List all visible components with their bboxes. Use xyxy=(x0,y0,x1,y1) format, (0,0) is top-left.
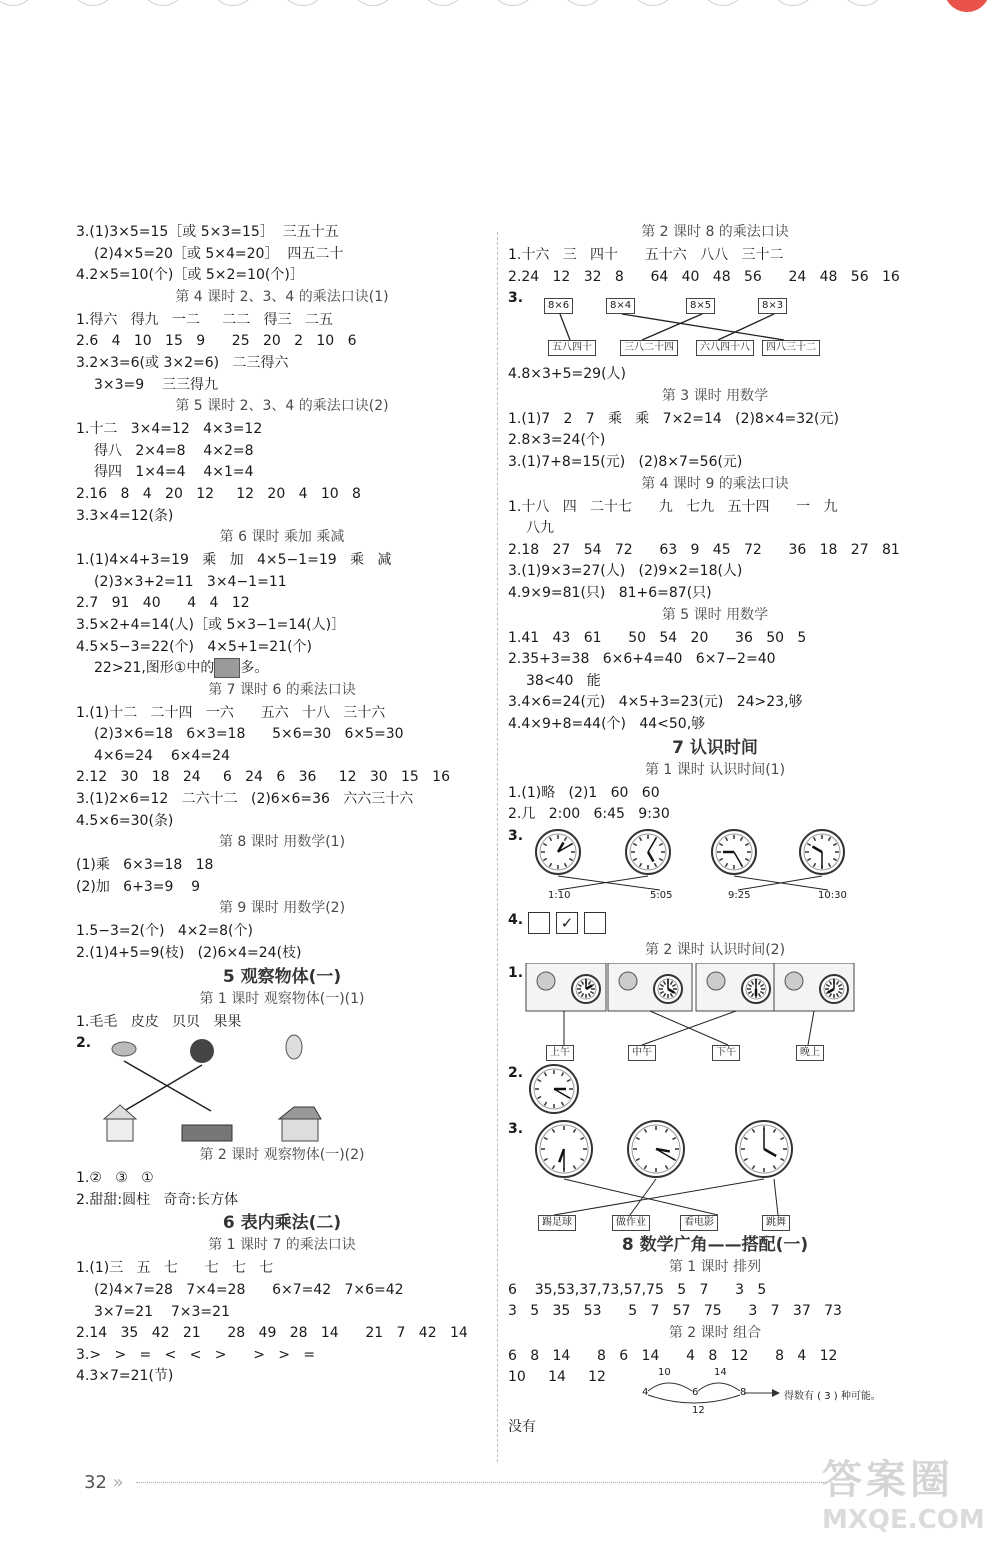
figure-label: 4 xyxy=(642,1387,649,1399)
answer-line: 4.5×6=30(条) xyxy=(76,812,174,829)
answer-line: 2.12 30 18 24 6 24 6 36 12 30 15 16 xyxy=(76,769,450,786)
match-line xyxy=(808,1011,814,1045)
figure-eight-matching xyxy=(508,288,922,364)
figure-label: 晚上 xyxy=(796,1045,824,1061)
figure-label: 8×4 xyxy=(606,298,635,314)
answer-line: 1.(1)4×4+3=19 乘 加 4×5−1=19 乘 减 xyxy=(76,552,392,569)
figure-clock-matching xyxy=(508,826,922,910)
answer-line: 1.(1)7 2 7 乘 乘 7×2=14 (2)8×4=32(元) xyxy=(508,410,839,427)
question-number: 2. xyxy=(76,1035,92,1052)
scallop xyxy=(840,0,886,6)
scallop xyxy=(280,0,326,6)
figure-label: 得数有 ( 3 ) 种可能。 xyxy=(784,1391,881,1403)
figure-label: 三八二十四 xyxy=(620,340,678,356)
answer-line: 4.3×7=21(节) xyxy=(76,1368,174,1385)
lesson-heading: 第 9 课时 用数学(2) xyxy=(218,900,346,917)
unit-heading: 8 数学广角——搭配(一) xyxy=(621,1234,809,1255)
scallop xyxy=(140,0,186,6)
answer-line: 3 5 35 53 5 7 57 75 3 7 37 73 xyxy=(508,1303,842,1320)
answer-line: 得八 2×4=8 4×2=8 xyxy=(94,442,254,459)
answer-line: 4.8×3+5=29(人) xyxy=(508,366,627,383)
checkbox xyxy=(528,912,550,934)
figure-label: 五八四十 xyxy=(548,340,596,356)
house-icon xyxy=(107,1119,133,1141)
answer-line: 1.得六 得九 一二 二二 得三 二五 xyxy=(76,311,334,328)
figure-observe xyxy=(76,1033,488,1145)
rabbit-icon xyxy=(286,1035,302,1059)
answer-line: 1.(1)略 (2)1 60 60 xyxy=(508,784,660,801)
lesson-heading: 第 7 课时 6 的乘法口诀 xyxy=(208,681,356,698)
lesson-heading: 第 1 课时 观察物体(一)(1) xyxy=(199,990,365,1007)
left-column xyxy=(76,222,488,1388)
scallop xyxy=(210,0,256,6)
answer-line: 1.② ③ ① xyxy=(76,1170,154,1187)
match-line xyxy=(630,1179,656,1215)
figure-label: 14 xyxy=(714,1367,727,1379)
scallop xyxy=(70,0,116,6)
match-line xyxy=(124,1065,202,1111)
answer-line: 6 8 14 8 6 14 4 8 12 8 4 12 xyxy=(508,1347,838,1364)
lesson-heading: 第 4 课时 9 的乘法口诀 xyxy=(641,475,789,492)
answer-line: 3.(1)9×3=27(人) (2)9×2=18(人) xyxy=(508,563,743,580)
lesson-heading: 第 2 课时 观察物体(一)(2) xyxy=(199,1147,365,1164)
answer-line: 10 14 12 xyxy=(508,1369,606,1386)
lesson-heading: 第 2 课时 组合 xyxy=(668,1324,762,1341)
answer-line xyxy=(76,658,488,680)
figure-label: 5:05 xyxy=(650,889,673,901)
checkbox-row xyxy=(508,910,922,940)
figure-label: 10 xyxy=(658,1367,671,1379)
answer-line: 2.7 91 40 4 4 12 xyxy=(76,595,250,612)
scallop xyxy=(700,0,746,6)
lesson-heading: 第 5 课时 2、3、4 的乘法口诀(2) xyxy=(175,398,389,415)
question-number: 3. xyxy=(508,827,524,844)
figure-combination xyxy=(508,1367,922,1417)
question-number: 2. xyxy=(508,1064,524,1081)
question-number: 3. xyxy=(508,290,524,307)
arc-line xyxy=(698,1383,740,1391)
answer-line: 2.几 2:00 6:45 9:30 xyxy=(508,806,670,823)
figure-label: 踢足球 xyxy=(538,1215,576,1231)
answer-line: 2.6 4 10 15 9 25 20 2 10 6 xyxy=(76,333,357,350)
checkbox xyxy=(584,912,606,934)
answer-line: 3.(1)2×6=12 二六十二 (2)6×6=36 六六三十六 xyxy=(76,791,414,808)
answer-line: 1.十八 四 二十七 九 七九 五十四 一 九 xyxy=(508,498,838,515)
match-line xyxy=(560,314,570,340)
answer-line: 6 35,53,37,73,57,75 5 7 3 5 xyxy=(508,1281,767,1298)
page-number: 32 » xyxy=(84,1472,124,1493)
figure-single-clock xyxy=(508,1063,922,1119)
lesson-heading: 第 3 课时 用数学 xyxy=(661,387,769,404)
figure-label: 上午 xyxy=(546,1045,574,1061)
scallop xyxy=(770,0,816,6)
figure-label: 下午 xyxy=(712,1045,740,1061)
figure-label: 1:10 xyxy=(548,889,571,901)
gray-square-icon xyxy=(214,658,240,678)
figure-label: 9:25 xyxy=(728,889,751,901)
figure-label: 看电影 xyxy=(680,1215,718,1231)
unit-heading: 5 观察物体(一) xyxy=(222,966,342,987)
answer-line: (2)4×7=28 7×4=28 6×7=42 7×6=42 xyxy=(94,1282,404,1298)
answer-line: 3.2×3=6(或 3×2=6) 二三得六 xyxy=(76,354,289,371)
answer-line: 1.41 43 61 50 54 20 36 50 5 xyxy=(508,629,807,646)
top-decoration xyxy=(0,0,1000,14)
figure-drawing xyxy=(76,1033,488,1145)
lesson-heading: 第 8 课时 用数学(1) xyxy=(218,834,346,851)
house-roof-icon xyxy=(279,1107,321,1119)
answer-line: 38<40 能 xyxy=(526,672,601,689)
answer-line: (2)3×6=18 6×3=18 5×6=30 6×5=30 xyxy=(94,726,404,743)
answer-line: 3.3×4=12(条) xyxy=(76,507,174,524)
figure-label: 6 xyxy=(692,1387,699,1399)
lesson-heading: 第 2 课时 认识时间(2) xyxy=(644,941,786,958)
person-icon xyxy=(707,972,725,990)
lesson-heading: 第 1 课时 认识时间(1) xyxy=(644,761,786,778)
answer-line: 2.14 35 42 21 28 49 28 14 21 7 42 14 xyxy=(76,1325,468,1342)
scallop xyxy=(560,0,606,6)
scallop xyxy=(420,0,466,6)
answer-line: 3.5×2+4=14(人)［或 5×3−1=14(人)］ xyxy=(76,616,346,633)
figure-label: 做作业 xyxy=(612,1215,650,1231)
answer-line: 3.(1)3×5=15［或 5×3=15］ 三五十五 xyxy=(76,224,339,240)
answer-line: 2.甜甜:圆柱 奇奇:长方体 xyxy=(76,1191,239,1208)
match-line xyxy=(642,1011,736,1045)
lesson-heading: 第 6 课时 乘加 乘减 xyxy=(219,529,345,546)
answer-line: 2.35+3=38 6×6+4=40 6×7−2=40 xyxy=(508,651,776,668)
checkboxes xyxy=(528,912,612,934)
unit-heading: 7 认识时间 xyxy=(672,737,758,758)
figure-label: 六八四十八 xyxy=(696,340,754,356)
answer-line: (1)乘 6×3=18 18 xyxy=(76,857,214,874)
answer-text: 22>21,图形①中的 xyxy=(94,660,215,677)
figure-activity-clocks xyxy=(508,1119,922,1233)
answer-line: 4.4×9+8=44(个) 44<50,够 xyxy=(508,715,706,732)
figure-label: 四八三十二 xyxy=(762,340,820,356)
answer-text: 多。 xyxy=(240,660,269,677)
answer-line: (2)4×5=20［或 5×4=20］ 四五二十 xyxy=(94,245,344,262)
lesson-heading: 第 5 课时 用数学 xyxy=(661,606,769,623)
answer-line: 3.> > = < < > > > = xyxy=(76,1346,316,1363)
figure-label: 中午 xyxy=(628,1045,656,1061)
figure-label: 跳舞 xyxy=(762,1215,790,1231)
answer-line: 1.毛毛 皮皮 贝贝 果果 xyxy=(76,1013,242,1030)
answer-line: 2.18 27 54 72 63 9 45 72 36 18 27 81 xyxy=(508,541,900,558)
figure-label: 8 xyxy=(740,1387,747,1399)
watermark-logo: 答案圈 MXQE.COM xyxy=(822,1457,985,1535)
checkbox: ✓ xyxy=(556,912,578,934)
figure-label: 8×6 xyxy=(544,298,573,314)
unit-heading: 6 表内乘法(二) xyxy=(222,1213,342,1234)
answer-line: 2.8×3=24(个) xyxy=(508,432,606,449)
flat-roof-icon xyxy=(182,1125,232,1141)
scallop xyxy=(630,0,676,6)
answer-line: 2.(1)4+5=9(枝) (2)6×4=24(枝) xyxy=(76,945,302,962)
answer-line: 4.9×9=81(只) 81+6=87(只) xyxy=(508,584,712,601)
figure-drawing xyxy=(508,1063,922,1119)
match-line xyxy=(774,1179,778,1215)
answer-line: (2)3×3+2=11 3×4−1=11 xyxy=(94,573,287,590)
ladybug-icon xyxy=(190,1039,214,1063)
red-dot-icon xyxy=(944,0,990,12)
lesson-heading: 第 2 课时 8 的乘法口诀 xyxy=(641,224,789,240)
answer-line: 4×6=24 6×4=24 xyxy=(94,747,230,764)
answer-line: 1.十二 3×4=12 4×3=12 xyxy=(76,421,263,438)
right-column xyxy=(508,222,922,1439)
answer-line: 3.4×6=24(元) 4×5+3=23(元) 24>23,够 xyxy=(508,694,803,711)
lesson-heading: 第 1 课时 排列 xyxy=(668,1258,762,1275)
answer-line: 3×3=9 三三得九 xyxy=(94,376,218,393)
answer-line: 1.十六 三 四十 五十六 八八 三十二 xyxy=(508,247,784,263)
figure-day-scenes xyxy=(508,963,922,1063)
column-divider xyxy=(497,232,498,1462)
question-number: 3. xyxy=(508,1120,524,1137)
answer-line: 八九 xyxy=(526,520,554,537)
answer-line: 4.5×5−3=22(个) 4×5+1=21(个) xyxy=(76,638,313,655)
answer-line: 4.2×5=10(个)［或 5×2=10(个)］ xyxy=(76,267,304,284)
match-line xyxy=(622,314,784,340)
person-icon xyxy=(537,972,555,990)
answer-line: 1.5−3=2(个) 4×2=8(个) xyxy=(76,923,253,940)
answer-line: 没有 xyxy=(508,1419,536,1436)
answer-line: 1.(1)三 五 七 七 七 七 xyxy=(76,1260,274,1277)
figure-label: 12 xyxy=(692,1405,705,1417)
question-number: 1. xyxy=(508,964,524,981)
lesson-heading: 第 1 课时 7 的乘法口诀 xyxy=(208,1237,356,1254)
scallop xyxy=(490,0,536,6)
answer-line: 1.(1)十二 二十四 一六 五六 十八 三十六 xyxy=(76,704,386,721)
lesson-heading: 第 4 课时 2、3、4 的乘法口诀(1) xyxy=(175,288,389,305)
person-icon xyxy=(785,972,803,990)
match-line xyxy=(718,314,774,340)
house-icon xyxy=(282,1119,318,1141)
person-icon xyxy=(619,972,637,990)
figure-label: 8×5 xyxy=(686,298,715,314)
scallop xyxy=(350,0,396,6)
arrow-head-icon xyxy=(772,1389,780,1397)
question-number: 4. xyxy=(508,911,524,928)
answer-line: 3.(1)7+8=15(元) (2)8×7=56(元) xyxy=(508,453,743,470)
answer-line: 2.24 12 32 8 64 40 48 56 24 48 56 16 xyxy=(508,268,900,285)
figure-label: 10:30 xyxy=(818,889,847,901)
figure-label: 8×3 xyxy=(758,298,787,314)
arc-line xyxy=(648,1383,692,1391)
answer-line: (2)加 6+3=9 9 xyxy=(76,878,201,895)
answer-line: 3×7=21 7×3=21 xyxy=(94,1303,230,1320)
bird-icon xyxy=(112,1042,136,1056)
match-line xyxy=(642,314,702,340)
footer-rule xyxy=(136,1482,826,1483)
answer-line: 得四 1×4=4 4×1=4 xyxy=(94,464,254,481)
scallop xyxy=(0,0,36,6)
answer-line: 2.16 8 4 20 12 12 20 4 10 8 xyxy=(76,485,361,502)
